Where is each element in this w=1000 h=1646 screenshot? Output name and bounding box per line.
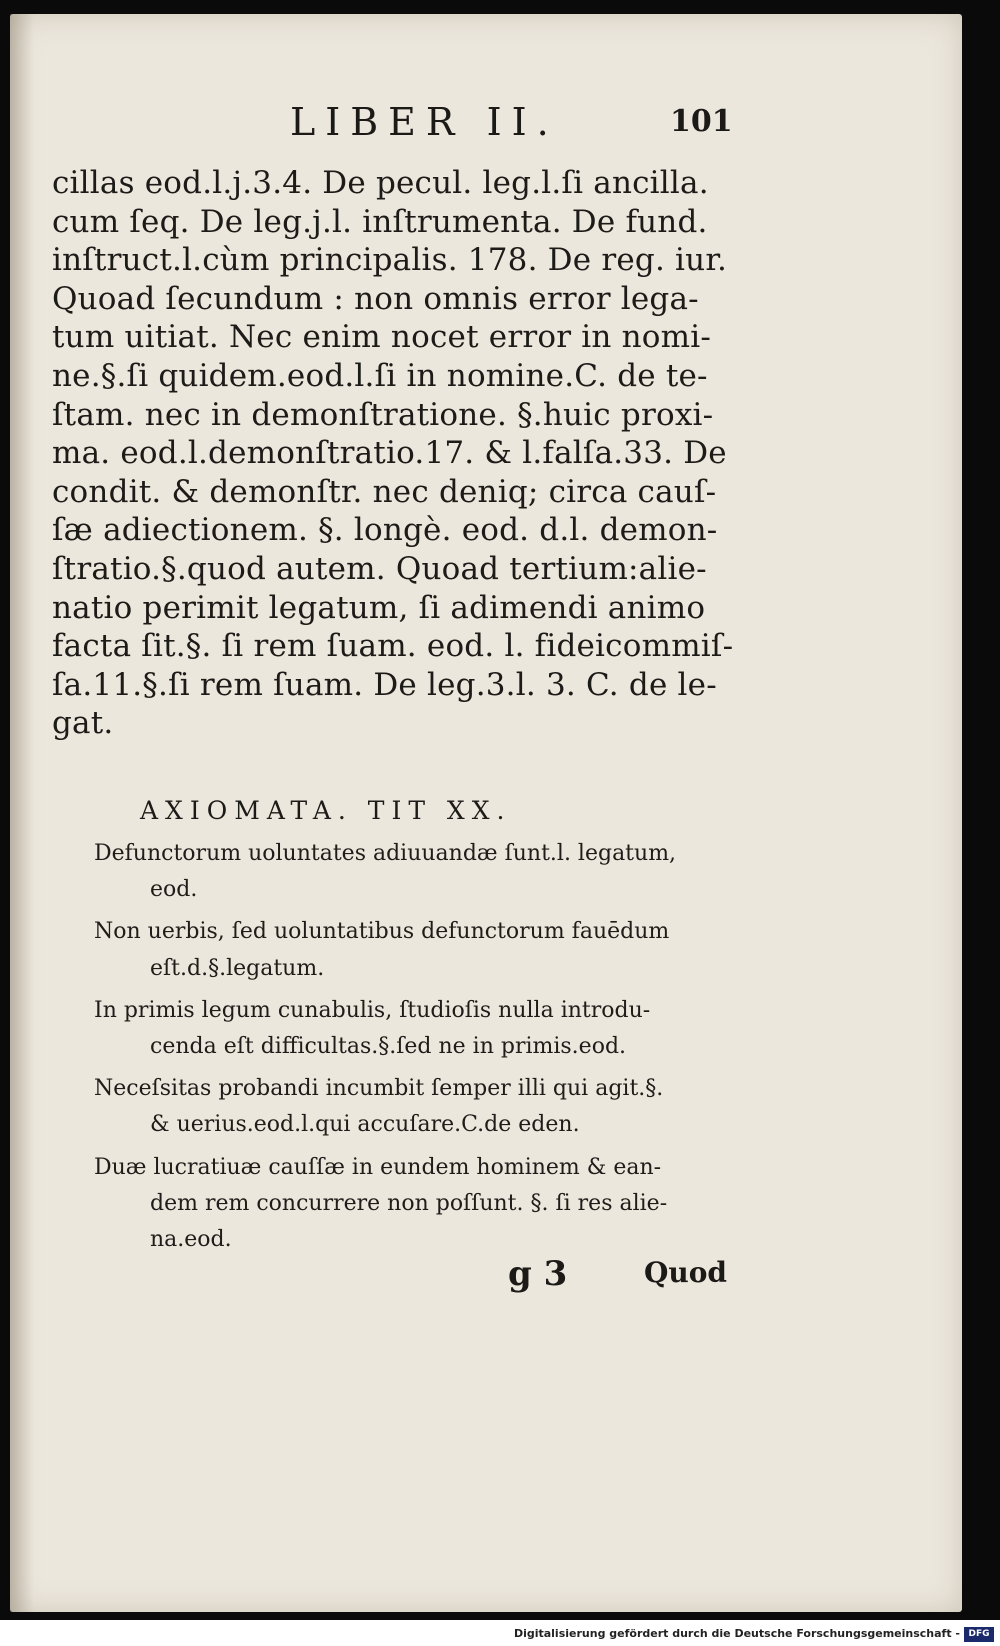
funding-footer bbox=[0, 1624, 1000, 1646]
axiom-line: cenda eſt difficultas.§.ſed ne in primis.eod. bbox=[150, 1033, 627, 1059]
book-page bbox=[10, 14, 962, 1612]
body-paragraph bbox=[52, 164, 752, 743]
body-line: facta ſit.§. ſi rem ſuam. eod. l. fideicommiſ- bbox=[52, 628, 734, 665]
axiom-line: na.eod. bbox=[150, 1226, 232, 1252]
catchword: Quod bbox=[644, 1256, 728, 1289]
axiom-line: eſt.d.§.legatum. bbox=[150, 955, 325, 981]
body-line: ne.§.ſi quidem.eod.l.ſi in nomine.C. de te- bbox=[52, 357, 708, 394]
body-line: ſa.11.§.ſi rem ſuam. De leg.3.l. 3. C. de le- bbox=[52, 666, 717, 703]
body-line: ſtam. nec in demonſtratione. §.huic proxi- bbox=[52, 396, 714, 433]
funding-text: Digitalisierung gefördert durch die Deutsche Forschungsgemeinschaft - bbox=[513, 1627, 960, 1640]
body-line: inſtruct.l.cùm principalis. 178. De reg. iur. bbox=[52, 242, 728, 279]
body-line: cillas eod.l.j.3.4. De pecul. leg.l.ſi ancilla. bbox=[52, 165, 709, 201]
axiom-line: eod. bbox=[150, 877, 198, 903]
body-line: ſtratio.§.quod autem. Quoad tertium:alie- bbox=[52, 550, 707, 587]
axiom-list bbox=[94, 836, 734, 1264]
running-head bbox=[290, 100, 733, 150]
axiom-line: Non uerbis, ſed uoluntatibus defunctorum fauēdum bbox=[94, 919, 670, 945]
axiom-item bbox=[94, 1150, 734, 1259]
axiom-item bbox=[94, 993, 734, 1065]
axiom-item bbox=[94, 836, 734, 908]
axiom-item bbox=[94, 1071, 734, 1143]
page-gutter-shadow bbox=[10, 14, 34, 1612]
body-line: cum ſeq. De leg.j.l. inſtrumenta. De fund. bbox=[52, 203, 708, 240]
page-number: 101 bbox=[670, 104, 733, 139]
axiom-line: & uerius.eod.l.qui accuſare.C.de eden. bbox=[150, 1112, 580, 1138]
body-line: Quoad ſecundum : non omnis error lega- bbox=[52, 280, 699, 317]
axiom-line: Neceſsitas probandi incumbit ſemper illi qui agit.§. bbox=[94, 1076, 664, 1102]
body-line: tum uitiat. Nec enim nocet error in nomi- bbox=[52, 319, 712, 356]
section-heading: AXIOMATA. TIT XX. bbox=[140, 796, 512, 825]
body-line: ſæ adiectionem. §. longè. eod. d.l. demon- bbox=[52, 512, 718, 549]
dfg-logo: DFG bbox=[964, 1627, 994, 1642]
axiom-line: Defunctorum uoluntates adiuuandæ ſunt.l. legatum, bbox=[94, 841, 677, 866]
axiom-line: Duæ lucratiuæ cauſſæ in eundem hominem & ean- bbox=[94, 1154, 662, 1180]
body-line: condit. & demonſtr. nec deniq; circa cauſ- bbox=[52, 473, 717, 510]
body-line: natio perimit legatum, ſi adimendi animo bbox=[52, 589, 706, 626]
axiom-item bbox=[94, 914, 734, 986]
body-line: gat. bbox=[52, 705, 114, 742]
running-title: LIBER II. bbox=[290, 100, 559, 144]
signature-mark: g 3 bbox=[508, 1254, 568, 1294]
body-line: ma. eod.l.demonſtratio.17. & l.falſa.33. De bbox=[52, 435, 727, 472]
axiom-line: In primis legum cunabulis, ſtudioſis nulla introdu- bbox=[94, 997, 651, 1023]
axiom-line: dem rem concurrere non poſſunt. §. ſi res alie- bbox=[150, 1190, 668, 1216]
